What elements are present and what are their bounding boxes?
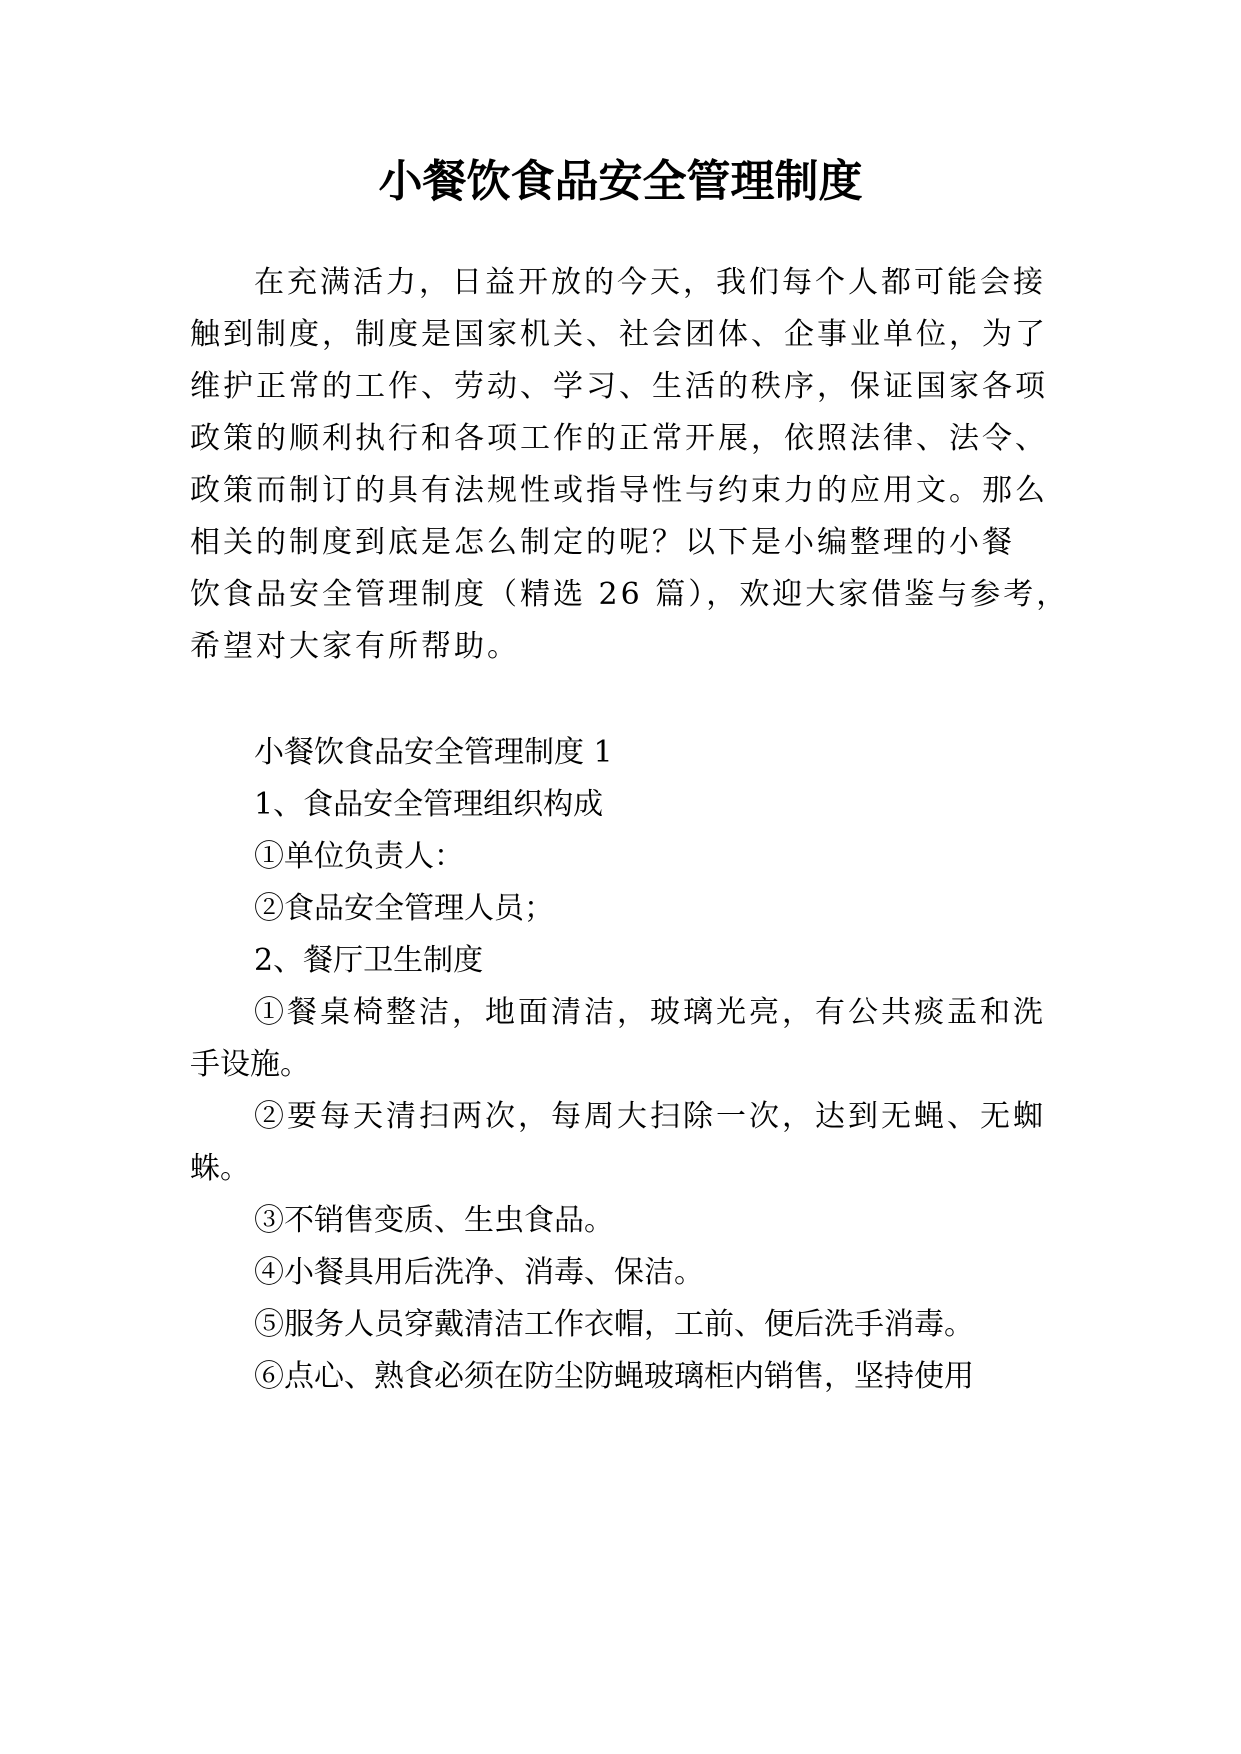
body-line: ②食品安全管理人员； bbox=[254, 891, 554, 926]
body-line: ①餐桌椅整洁，地面清洁，玻璃光亮，有公共痰盂和洗 bbox=[254, 995, 1046, 1030]
body-line: 1、食品安全管理组织构成 bbox=[254, 787, 604, 822]
body-line: ⑤服务人员穿戴清洁工作衣帽，工前、便后洗手消毒。 bbox=[254, 1307, 974, 1342]
intro-line: 希望对大家有所帮助。 bbox=[190, 629, 520, 664]
intro-line: 政策而制订的具有法规性或指导性与约束力的应用文。那么 bbox=[190, 473, 1048, 508]
body-line: 蛛。 bbox=[190, 1151, 250, 1186]
document-title: 小餐饮食品安全管理制度 bbox=[378, 156, 863, 207]
body-line: ②要每天清扫两次，每周大扫除一次，达到无蝇、无蜘 bbox=[254, 1099, 1046, 1134]
body-line: 手设施。 bbox=[190, 1047, 310, 1082]
body-line: ①单位负责人： bbox=[254, 839, 464, 874]
body-line: ④小餐具用后洗净、消毒、保洁。 bbox=[254, 1255, 704, 1290]
section-title: 小餐饮食品安全管理制度 1 bbox=[254, 735, 613, 770]
body-line: ⑥点心、熟食必须在防尘防蝇玻璃柜内销售，坚持使用 bbox=[254, 1359, 974, 1394]
intro-line: 相关的制度到底是怎么制定的呢？以下是小编整理的小餐 bbox=[190, 525, 1015, 560]
intro-line: 触到制度，制度是国家机关、社会团体、企事业单位，为了 bbox=[190, 317, 1048, 352]
body-line: 2、餐厅卫生制度 bbox=[254, 943, 484, 978]
body-line: ③不销售变质、生虫食品。 bbox=[254, 1203, 614, 1238]
intro-line: 维护正常的工作、劳动、学习、生活的秩序，保证国家各项 bbox=[190, 369, 1048, 404]
intro-line: 在充满活力，日益开放的今天，我们每个人都可能会接 bbox=[254, 265, 1046, 300]
intro-line: 饮食品安全管理制度（精选 26 篇），欢迎大家借鉴与参考， bbox=[190, 577, 1070, 612]
intro-line: 政策的顺利执行和各项工作的正常开展，依照法律、法令、 bbox=[190, 421, 1048, 456]
